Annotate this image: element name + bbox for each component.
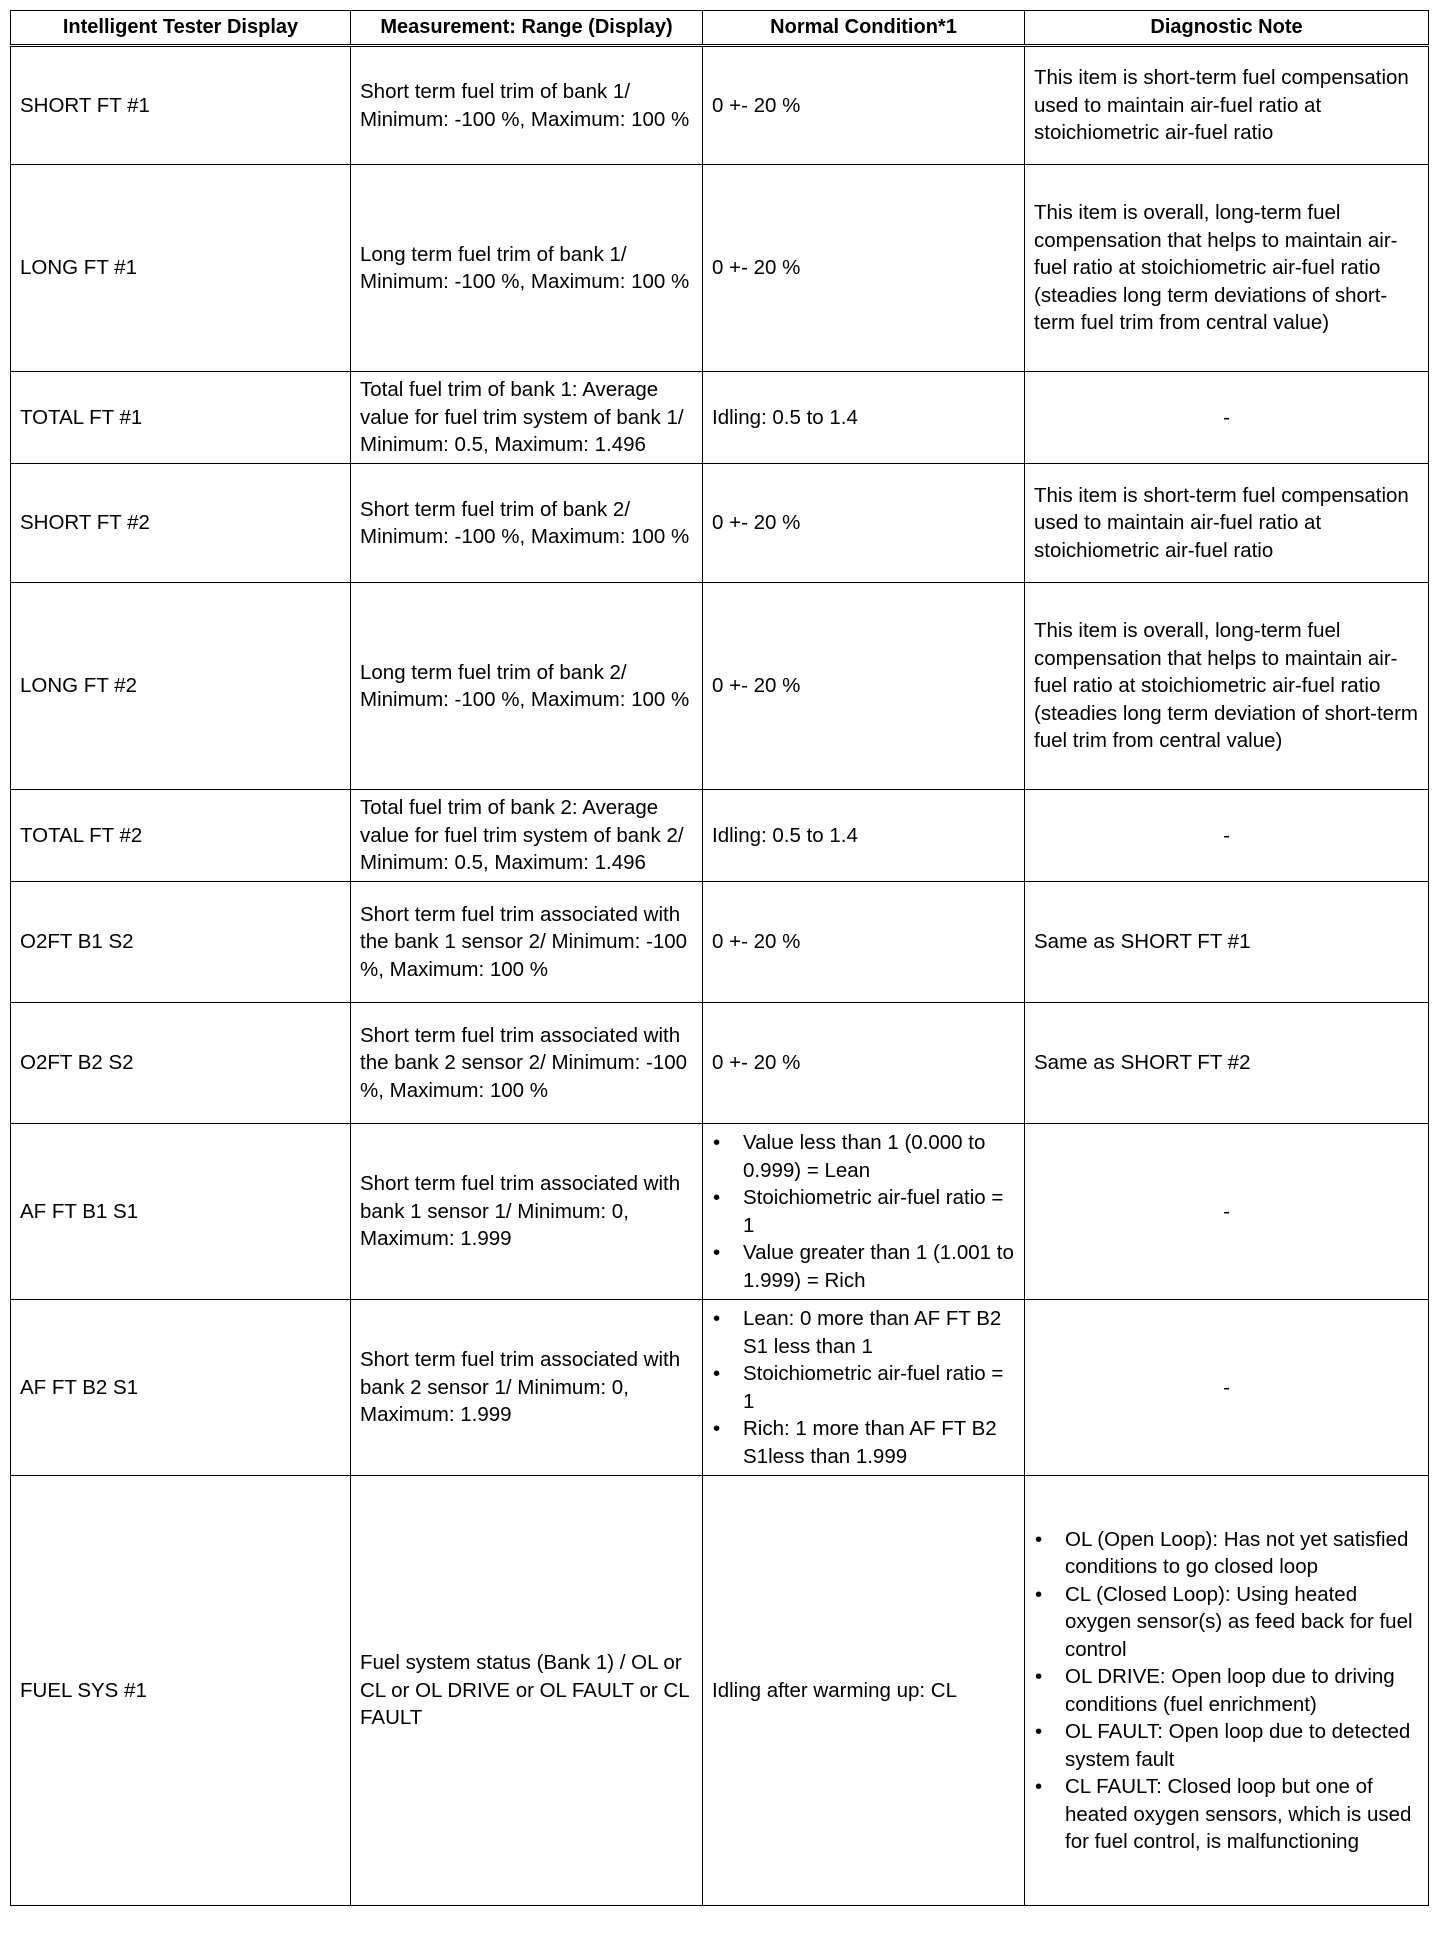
cell-normal-condition: 0 +- 20 % — [703, 165, 1025, 372]
cell-display: SHORT FT #1 — [11, 46, 351, 165]
header-normal-condition: Normal Condition*1 — [703, 11, 1025, 46]
cell-measurement: Short term fuel trim associated with the bank 1 sensor 2/ Minimum: -100 %, Maximum: 100 % — [351, 882, 703, 1003]
fuel-trim-data-table — [10, 10, 1429, 1906]
data-list-sheet — [10, 10, 1428, 1906]
cell-diagnostic-note: - — [1025, 1300, 1429, 1476]
cell-diagnostic-note: Same as SHORT FT #1 — [1025, 882, 1429, 1003]
list-item: • OL (Open Loop): Has not yet satisfied conditions to go closed loop — [1029, 1526, 1424, 1581]
list-item: • CL (Closed Loop): Using heated oxygen sensor(s) as feed back for fuel control — [1029, 1581, 1424, 1664]
cell-diagnostic-note — [1025, 1476, 1429, 1906]
table-row — [11, 1003, 1429, 1124]
cell-measurement: Total fuel trim of bank 1: Average value for fuel trim system of bank 1/ Minimum: 0.5, Maximum: 1.496 — [351, 372, 703, 464]
cell-normal-condition: 0 +- 20 % — [703, 583, 1025, 790]
cell-measurement: Total fuel trim of bank 2: Average value for fuel trim system of bank 2/ Minimum: 0.5, Maximum: 1.496 — [351, 790, 703, 882]
header-row — [11, 11, 1429, 46]
cell-normal-condition: 0 +- 20 % — [703, 464, 1025, 583]
list-item: • Lean: 0 more than AF FT B2 S1 less than 1 — [707, 1305, 1020, 1360]
cell-measurement: Short term fuel trim of bank 2/ Minimum: -100 %, Maximum: 100 % — [351, 464, 703, 583]
normal-condition-list — [707, 1305, 1020, 1470]
table-row — [11, 372, 1429, 464]
cell-display: LONG FT #2 — [11, 583, 351, 790]
list-item: • Value greater than 1 (1.001 to 1.999) = Rich — [707, 1239, 1020, 1294]
header-tester-display: Intelligent Tester Display — [11, 11, 351, 46]
cell-measurement: Short term fuel trim associated with bank 2 sensor 1/ Minimum: 0, Maximum: 1.999 — [351, 1300, 703, 1476]
table-row — [11, 790, 1429, 882]
list-item: • Value less than 1 (0.000 to 0.999) = Lean — [707, 1129, 1020, 1184]
cell-display: FUEL SYS #1 — [11, 1476, 351, 1906]
cell-diagnostic-note: - — [1025, 1124, 1429, 1300]
cell-display: SHORT FT #2 — [11, 464, 351, 583]
list-item: • OL FAULT: Open loop due to detected system fault — [1029, 1718, 1424, 1773]
header-measurement-range: Measurement: Range (Display) — [351, 11, 703, 46]
table-row — [11, 882, 1429, 1003]
diagnostic-note-list — [1029, 1526, 1424, 1856]
table-row — [11, 1124, 1429, 1300]
list-item: • CL FAULT: Closed loop but one of heated oxygen sensors, which is used for fuel control, is malfunctioning — [1029, 1773, 1424, 1856]
cell-measurement: Short term fuel trim of bank 1/ Minimum: -100 %, Maximum: 100 % — [351, 46, 703, 165]
cell-normal-condition: 0 +- 20 % — [703, 46, 1025, 165]
cell-measurement: Short term fuel trim associated with bank 1 sensor 1/ Minimum: 0, Maximum: 1.999 — [351, 1124, 703, 1300]
cell-display: AF FT B1 S1 — [11, 1124, 351, 1300]
cell-measurement: Long term fuel trim of bank 1/ Minimum: -100 %, Maximum: 100 % — [351, 165, 703, 372]
list-item: • OL DRIVE: Open loop due to driving conditions (fuel enrichment) — [1029, 1663, 1424, 1718]
table-row — [11, 46, 1429, 165]
list-item: • Rich: 1 more than AF FT B2 S1less than 1.999 — [707, 1415, 1020, 1470]
cell-diagnostic-note: Same as SHORT FT #2 — [1025, 1003, 1429, 1124]
cell-display: TOTAL FT #2 — [11, 790, 351, 882]
table-row — [11, 464, 1429, 583]
table-row — [11, 1300, 1429, 1476]
cell-normal-condition: Idling: 0.5 to 1.4 — [703, 790, 1025, 882]
table-row — [11, 165, 1429, 372]
cell-display: LONG FT #1 — [11, 165, 351, 372]
cell-diagnostic-note: This item is overall, long-term fuel compensation that helps to maintain air-fuel ratio at stoichiometric air-fuel ratio (steadies long term deviations of short-term fuel trim from central value) — [1025, 165, 1429, 372]
cell-diagnostic-note: - — [1025, 790, 1429, 882]
cell-normal-condition: Idling: 0.5 to 1.4 — [703, 372, 1025, 464]
cell-normal-condition — [703, 1124, 1025, 1300]
cell-measurement: Long term fuel trim of bank 2/ Minimum: -100 %, Maximum: 100 % — [351, 583, 703, 790]
table-row — [11, 583, 1429, 790]
list-item: • Stoichiometric air-fuel ratio = 1 — [707, 1360, 1020, 1415]
cell-display: O2FT B1 S2 — [11, 882, 351, 1003]
cell-normal-condition: 0 +- 20 % — [703, 882, 1025, 1003]
cell-display: AF FT B2 S1 — [11, 1300, 351, 1476]
cell-diagnostic-note: - — [1025, 372, 1429, 464]
normal-condition-list — [707, 1129, 1020, 1294]
cell-measurement: Fuel system status (Bank 1) / OL or CL or OL DRIVE or OL FAULT or CL FAULT — [351, 1476, 703, 1906]
cell-diagnostic-note: This item is overall, long-term fuel compensation that helps to maintain air-fuel ratio at stoichiometric air-fuel ratio (steadies long term deviation of short-term fuel trim from central value) — [1025, 583, 1429, 790]
cell-diagnostic-note: This item is short-term fuel compensation used to maintain air-fuel ratio at stoichiometric air-fuel ratio — [1025, 464, 1429, 583]
cell-measurement: Short term fuel trim associated with the bank 2 sensor 2/ Minimum: -100 %, Maximum: 100 % — [351, 1003, 703, 1124]
header-diagnostic-note: Diagnostic Note — [1025, 11, 1429, 46]
cell-display: O2FT B2 S2 — [11, 1003, 351, 1124]
table-row — [11, 1476, 1429, 1906]
cell-normal-condition: 0 +- 20 % — [703, 1003, 1025, 1124]
cell-diagnostic-note: This item is short-term fuel compensation used to maintain air-fuel ratio at stoichiometric air-fuel ratio — [1025, 46, 1429, 165]
list-item: • Stoichiometric air-fuel ratio = 1 — [707, 1184, 1020, 1239]
cell-normal-condition — [703, 1300, 1025, 1476]
cell-display: TOTAL FT #1 — [11, 372, 351, 464]
cell-normal-condition: Idling after warming up: CL — [703, 1476, 1025, 1906]
